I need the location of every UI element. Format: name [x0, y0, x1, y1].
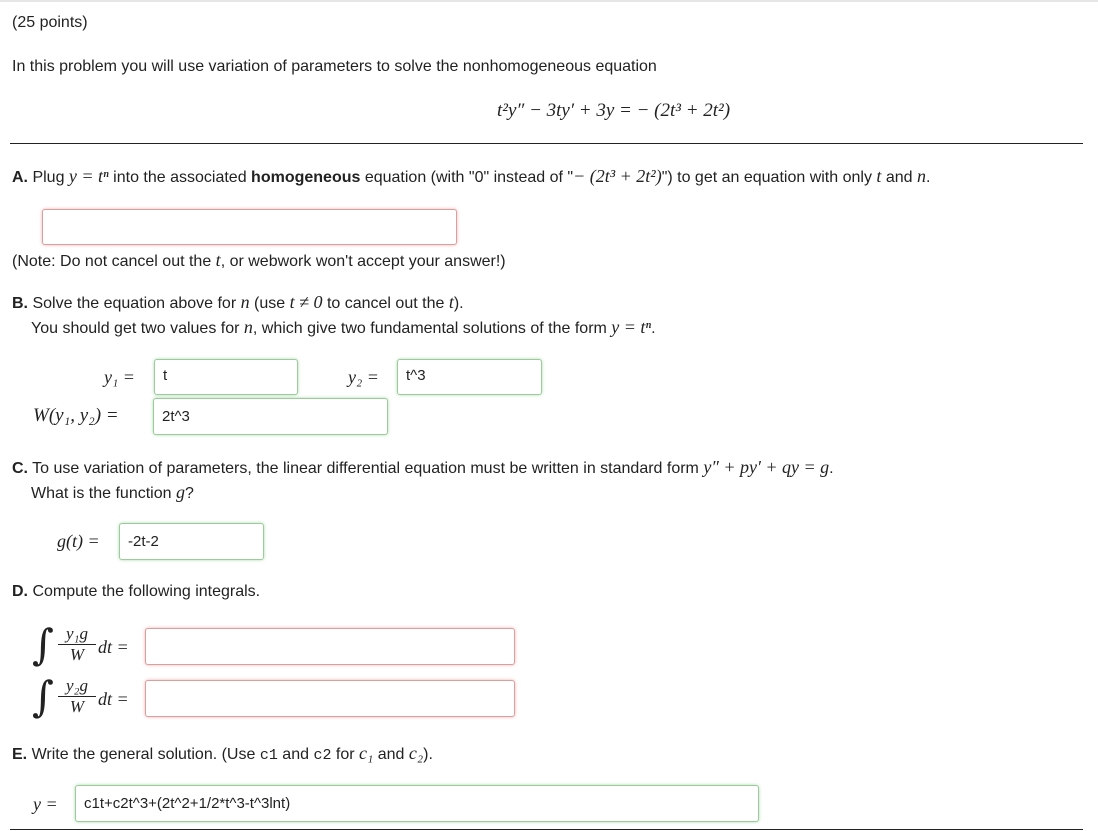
- part-a-text: into the associated: [108, 169, 252, 186]
- intro-text: In this problem you will use variation of parameters to solve the nonhomogeneous equation: [12, 58, 657, 75]
- c2-code: c2: [313, 747, 332, 764]
- g-label: g(t) =: [57, 531, 100, 551]
- part-c-text: To use variation of parameters, the linear differential equation must be written in standard form: [28, 460, 704, 477]
- integral-sign-2: ∫: [32, 672, 54, 721]
- y1-input[interactable]: t: [154, 359, 298, 395]
- part-d-text: Compute the following integrals.: [28, 583, 261, 600]
- part-b-text: Solve the equation above for: [28, 295, 241, 312]
- part-e-text: and: [277, 746, 314, 763]
- part-b-line1: [12, 292, 464, 314]
- points-label: (25 points): [12, 14, 88, 31]
- part-a-math-t: t: [876, 166, 882, 186]
- part-a-prompt: [12, 166, 930, 188]
- note-text: (Note: Do not cancel out the: [12, 253, 216, 270]
- part-b-text: , which give two fundamental solutions of the form: [252, 320, 612, 337]
- part-b-math-cond: t ≠ 0: [289, 292, 323, 312]
- main-equation: t²y″ − 3ty′ + 3y = − (2t³ + 2t²): [497, 100, 731, 121]
- note-text: , or webwork won't accept your answer!): [220, 253, 506, 270]
- part-b-text: to cancel out the: [322, 295, 449, 312]
- part-c-line2: [31, 482, 194, 504]
- part-b-text: (use: [249, 295, 290, 312]
- wronskian-label: W(y₁, y₂) =: [33, 405, 119, 426]
- part-c-line1: [12, 457, 834, 479]
- part-b-line2: [31, 317, 656, 339]
- part-e-text: and: [373, 746, 409, 763]
- part-e-text: for: [331, 746, 360, 763]
- divider-top: [10, 143, 1083, 144]
- wronskian-input[interactable]: 2t^3: [153, 398, 388, 435]
- integrand-1-denominator: W: [69, 645, 85, 664]
- part-b-math-t: t: [448, 292, 454, 312]
- part-b-text: ).: [453, 295, 464, 312]
- general-solution-input[interactable]: c1t+c2t^3+(2t^2+1/2*t^3-t^3lnt): [75, 785, 759, 822]
- y-general-label: y =: [33, 794, 58, 814]
- part-e-text: Write the general solution. (Use: [27, 746, 260, 763]
- integral-2-input[interactable]: [145, 680, 515, 717]
- part-a-text: .: [926, 169, 931, 186]
- c2-math: c₂: [408, 743, 424, 763]
- integrand-2-numerator: y₂g: [66, 676, 88, 695]
- part-b-math-n: n: [240, 292, 250, 312]
- part-a-note: [12, 250, 506, 272]
- part-c-math-g: g: [175, 482, 185, 502]
- part-b-text: You should get two values for: [31, 320, 244, 337]
- part-c-text: ?: [184, 485, 194, 502]
- dt-equals-2: dt =: [98, 689, 129, 709]
- part-b-math-n2: n: [243, 317, 253, 337]
- g-input[interactable]: -2t-2: [119, 523, 264, 560]
- integrand-2-denominator: W: [69, 697, 85, 716]
- y2-input[interactable]: t^3: [397, 359, 542, 395]
- integrand-2: [58, 677, 96, 716]
- integrand-1: [58, 625, 96, 664]
- part-a-math-n: n: [917, 166, 926, 186]
- homogeneous-word: homogeneous: [251, 169, 361, 186]
- part-c-text: .: [829, 460, 834, 477]
- integral-sign-1: ∫: [32, 620, 54, 669]
- part-a-text: and: [881, 169, 917, 186]
- part-a-text: ") to get an equation with only: [661, 169, 877, 186]
- c1-math: c₁: [359, 743, 374, 763]
- y2-label: y₂ =: [348, 367, 379, 387]
- part-e-label: E.: [12, 746, 28, 763]
- part-a-math-y: y = tⁿ: [68, 166, 109, 186]
- part-e-text: ).: [423, 746, 433, 763]
- integrand-1-numerator: y₁g: [66, 624, 88, 643]
- part-a-text: Plug: [28, 169, 69, 186]
- part-a-text: equation (with "0" instead of ": [360, 169, 574, 186]
- part-d-label: D.: [12, 583, 28, 600]
- part-a-label: A.: [12, 169, 28, 186]
- top-border: [0, 0, 1098, 2]
- part-c-math-standard: y″ + py′ + qy = g: [703, 457, 830, 477]
- y1-label: y₁ =: [104, 367, 135, 387]
- part-b-math-form: y = tⁿ: [611, 317, 652, 337]
- part-a-answer-input[interactable]: [42, 209, 457, 245]
- part-a-math-rhs: − (2t³ + 2t²): [573, 166, 662, 186]
- part-c-label: C.: [12, 460, 28, 477]
- integral-1-input[interactable]: [145, 628, 515, 665]
- part-e-line: [12, 743, 433, 766]
- note-math-t: t: [215, 250, 221, 270]
- part-c-text: What is the function: [31, 485, 176, 502]
- part-b-text: .: [651, 320, 656, 337]
- part-d-line: [12, 582, 260, 602]
- dt-equals-1: dt =: [98, 637, 129, 657]
- c1-code: c1: [259, 747, 278, 764]
- divider-bottom: [10, 829, 1083, 830]
- part-b-label: B.: [12, 295, 28, 312]
